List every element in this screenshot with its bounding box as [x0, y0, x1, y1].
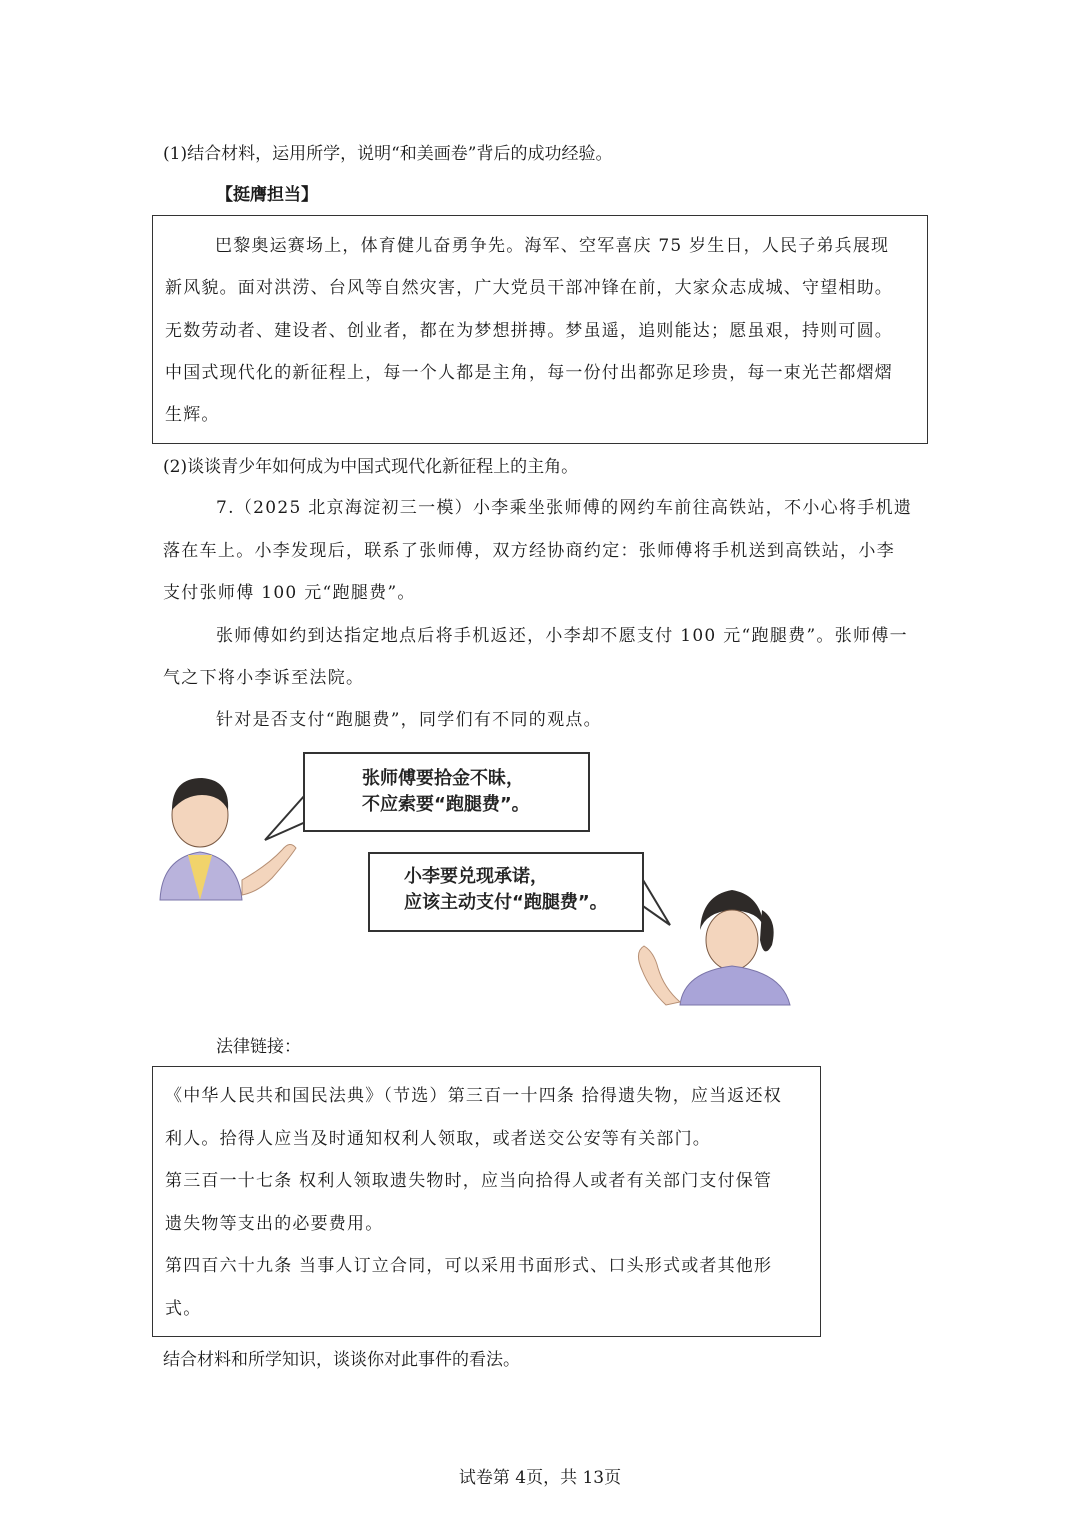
q7-line: 7.（2025 北京海淀初三一模）小李乘坐张师傅的网约车前往高铁站，不小心将手机遗 — [216, 498, 913, 518]
girl-bubble-line: 应该主动支付“跑腿费”。 — [404, 892, 608, 913]
boy-bubble-line: 不应索要“跑腿费”。 — [362, 794, 530, 815]
law-line: 遗失物等支出的必要费用。 — [165, 1214, 384, 1234]
boy-speech-bubble — [303, 752, 590, 832]
girl-speech-bubble — [368, 852, 644, 932]
q7-question: 结合材料和所学知识，谈谈你对此事件的看法。 — [163, 1350, 520, 1370]
law-line: 利人。拾得人应当及时通知权利人领取，或者送交公安等有关部门。 — [165, 1129, 711, 1149]
girl-figure — [638, 890, 790, 1005]
q7-line: 气之下将小李诉至法院。 — [163, 668, 365, 688]
boy-bubble-line: 张师傅要拾金不昧， — [362, 768, 524, 789]
q6-part2: (2)谈谈青少年如何成为中国式现代化新征程上的主角。 — [163, 457, 579, 477]
girl-bubble-line: 小李要兑现承诺， — [404, 866, 548, 887]
q6-part1: (1)结合材料，运用所学，说明“和美画卷”背后的成功经验。 — [163, 144, 613, 164]
law-box — [152, 1066, 821, 1337]
material-line: 无数劳动者、建设者、创业者，都在为梦想拼搏。梦虽遥，追则能达；愿虽艰，持则可圆。 — [165, 321, 893, 341]
section-title: 【挺膺担当】 — [216, 185, 318, 205]
boy-figure — [160, 778, 296, 900]
material-line: 中国式现代化的新征程上，每一个人都是主角，每一份付出都弥足珍贵，每一束光芒都熠熠 — [165, 363, 893, 383]
q7-line: 落在车上。小李发现后，联系了张师傅，双方经协商约定：张师傅将手机送到高铁站，小李 — [163, 541, 895, 561]
q7-line: 张师傅如约到达指定地点后将手机返还，小李却不愿支付 100 元“跑腿费”。张师傅一 — [216, 626, 908, 646]
q7-line: 针对是否支付“跑腿费”，同学们有不同的观点。 — [216, 710, 602, 730]
q7-line: 支付张师傅 100 元“跑腿费”。 — [163, 583, 416, 603]
page-footer: 试卷第 4页，共 13页 — [458, 1468, 622, 1488]
material-box — [152, 215, 928, 444]
law-line: 《中华人民共和国民法典》（节选）第三百一十四条 拾得遗失物，应当返还权 — [165, 1086, 782, 1106]
law-line: 式。 — [165, 1299, 202, 1319]
law-label: 法律链接： — [216, 1037, 301, 1057]
material-line: 新风貌。面对洪涝、台风等自然灾害，广大党员干部冲锋在前，大家众志成城、守望相助。 — [165, 278, 893, 298]
material-line: 巴黎奥运赛场上，体育健儿奋勇争先。海军、空军喜庆 75 岁生日，人民子弟兵展现 — [215, 236, 890, 256]
material-line: 生辉。 — [165, 405, 220, 425]
law-line: 第三百一十七条 权利人领取遗失物时，应当向拾得人或者有关部门支付保管 — [165, 1171, 773, 1191]
law-line: 第四百六十九条 当事人订立合同，可以采用书面形式、口头形式或者其他形 — [165, 1256, 773, 1276]
